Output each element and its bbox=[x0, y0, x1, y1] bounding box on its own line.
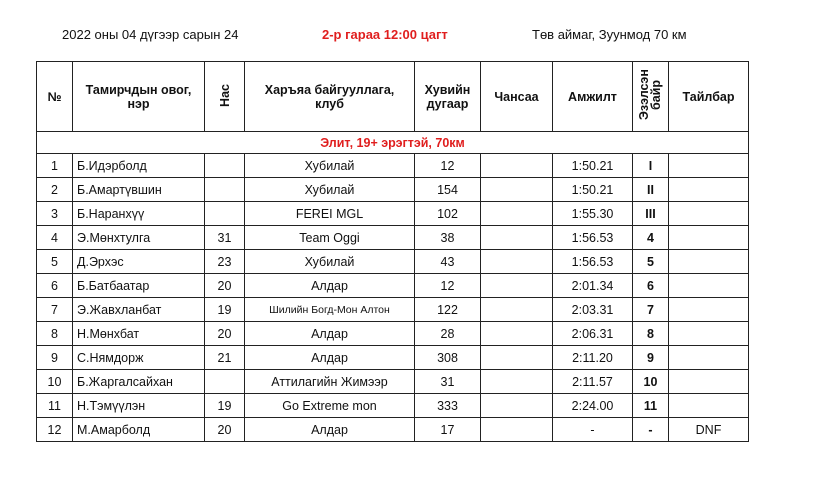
cell-note bbox=[669, 298, 749, 322]
cell-club: Аттилагийн Жимээр bbox=[245, 370, 415, 394]
table-row bbox=[37, 298, 749, 322]
col-note: Тайлбар bbox=[669, 62, 749, 132]
cell-note bbox=[669, 394, 749, 418]
cell-name: Б.Наранхүү bbox=[73, 202, 205, 226]
cell-bib: 333 bbox=[415, 394, 481, 418]
cell-place: 6 bbox=[633, 274, 669, 298]
cell-note bbox=[669, 346, 749, 370]
cell-club: FEREI MGL bbox=[245, 202, 415, 226]
cell-result: 1:55.30 bbox=[553, 202, 633, 226]
cell-result: 2:24.00 bbox=[553, 394, 633, 418]
col-club: Харъяа байгууллага, клуб bbox=[245, 62, 415, 132]
table-row bbox=[37, 226, 749, 250]
cell-age: 20 bbox=[205, 322, 245, 346]
table-row bbox=[37, 322, 749, 346]
cell-place: 4 bbox=[633, 226, 669, 250]
col-no: № bbox=[37, 62, 73, 132]
cell-age bbox=[205, 178, 245, 202]
table-row bbox=[37, 178, 749, 202]
cell-place: 10 bbox=[633, 370, 669, 394]
cell-name: Д.Эрхэс bbox=[73, 250, 205, 274]
col-prize: Чансаа bbox=[481, 62, 553, 132]
cell-result: 2:11.20 bbox=[553, 346, 633, 370]
cell-prize bbox=[481, 346, 553, 370]
cell-prize bbox=[481, 202, 553, 226]
cell-place: 8 bbox=[633, 322, 669, 346]
cell-result: 2:01.34 bbox=[553, 274, 633, 298]
cell-no: 3 bbox=[37, 202, 73, 226]
cell-name: Э.Жавхланбат bbox=[73, 298, 205, 322]
cell-place: - bbox=[633, 418, 669, 442]
cell-bib: 102 bbox=[415, 202, 481, 226]
cell-name: Н.Тэмүүлэн bbox=[73, 394, 205, 418]
cell-place: 9 bbox=[633, 346, 669, 370]
table-row bbox=[37, 202, 749, 226]
cell-no: 5 bbox=[37, 250, 73, 274]
table-row bbox=[37, 154, 749, 178]
cell-result: 2:03.31 bbox=[553, 298, 633, 322]
cell-place: 5 bbox=[633, 250, 669, 274]
cell-club: Хубилай bbox=[245, 250, 415, 274]
cell-name: Б.Жаргалсайхан bbox=[73, 370, 205, 394]
cell-bib: 154 bbox=[415, 178, 481, 202]
col-age bbox=[205, 62, 245, 132]
cell-age: 19 bbox=[205, 394, 245, 418]
cell-bib: 12 bbox=[415, 154, 481, 178]
cell-age: 20 bbox=[205, 274, 245, 298]
cell-prize bbox=[481, 298, 553, 322]
cell-no: 8 bbox=[37, 322, 73, 346]
cell-name: С.Нямдорж bbox=[73, 346, 205, 370]
cell-club: Team Oggi bbox=[245, 226, 415, 250]
cell-bib: 31 bbox=[415, 370, 481, 394]
cell-no: 6 bbox=[37, 274, 73, 298]
cell-result: 1:50.21 bbox=[553, 154, 633, 178]
cell-prize bbox=[481, 226, 553, 250]
cell-age bbox=[205, 370, 245, 394]
cell-prize bbox=[481, 274, 553, 298]
cell-place: II bbox=[633, 178, 669, 202]
header-date: 2022 оны 04 дүгээр сарын 24 bbox=[62, 27, 239, 42]
cell-bib: 43 bbox=[415, 250, 481, 274]
cell-prize bbox=[481, 250, 553, 274]
cell-no: 2 bbox=[37, 178, 73, 202]
cell-name: Б.Амартүвшин bbox=[73, 178, 205, 202]
cell-note bbox=[669, 154, 749, 178]
cell-club: Алдар bbox=[245, 322, 415, 346]
table-row bbox=[37, 346, 749, 370]
cell-club: Хубилай bbox=[245, 154, 415, 178]
col-result: Амжилт bbox=[553, 62, 633, 132]
cell-bib: 17 bbox=[415, 418, 481, 442]
cell-club: Хубилай bbox=[245, 178, 415, 202]
cell-name: М.Амарболд bbox=[73, 418, 205, 442]
cell-prize bbox=[481, 370, 553, 394]
cell-age: 21 bbox=[205, 346, 245, 370]
cell-place: 11 bbox=[633, 394, 669, 418]
cell-result: 2:06.31 bbox=[553, 322, 633, 346]
cell-age bbox=[205, 202, 245, 226]
cell-name: Б.Идэрболд bbox=[73, 154, 205, 178]
cell-no: 10 bbox=[37, 370, 73, 394]
col-bib: Хувийн дугаар bbox=[415, 62, 481, 132]
cell-no: 7 bbox=[37, 298, 73, 322]
cell-age: 31 bbox=[205, 226, 245, 250]
cell-note bbox=[669, 322, 749, 346]
cell-place: III bbox=[633, 202, 669, 226]
cell-prize bbox=[481, 418, 553, 442]
cell-result: 1:56.53 bbox=[553, 250, 633, 274]
cell-note bbox=[669, 202, 749, 226]
cell-place: I bbox=[633, 154, 669, 178]
cell-name: Э.Мөнхтулга bbox=[73, 226, 205, 250]
cell-name: Н.Мөнхбат bbox=[73, 322, 205, 346]
cell-bib: 28 bbox=[415, 322, 481, 346]
cell-no: 12 bbox=[37, 418, 73, 442]
cell-result: 1:50.21 bbox=[553, 178, 633, 202]
cell-bib: 122 bbox=[415, 298, 481, 322]
cell-no: 11 bbox=[37, 394, 73, 418]
cell-no: 9 bbox=[37, 346, 73, 370]
cell-no: 4 bbox=[37, 226, 73, 250]
cell-result: - bbox=[553, 418, 633, 442]
cell-club: Go Extreme mon bbox=[245, 394, 415, 418]
cell-result: 1:56.53 bbox=[553, 226, 633, 250]
cell-prize bbox=[481, 178, 553, 202]
col-age-label: Нас bbox=[217, 83, 232, 107]
cell-name: Б.Батбаатар bbox=[73, 274, 205, 298]
cell-note: DNF bbox=[669, 418, 749, 442]
table-row bbox=[37, 370, 749, 394]
table-row bbox=[37, 250, 749, 274]
results-table bbox=[36, 61, 749, 442]
cell-age: 20 bbox=[205, 418, 245, 442]
cell-no: 1 bbox=[37, 154, 73, 178]
cell-prize bbox=[481, 154, 553, 178]
cell-bib: 12 bbox=[415, 274, 481, 298]
cell-age bbox=[205, 154, 245, 178]
cell-bib: 38 bbox=[415, 226, 481, 250]
cell-prize bbox=[481, 394, 553, 418]
table-row bbox=[37, 274, 749, 298]
cell-age: 19 bbox=[205, 298, 245, 322]
cell-bib: 308 bbox=[415, 346, 481, 370]
cell-place: 7 bbox=[633, 298, 669, 322]
cell-club: Алдар bbox=[245, 346, 415, 370]
cell-prize bbox=[481, 322, 553, 346]
col-place bbox=[633, 62, 669, 132]
cell-note bbox=[669, 226, 749, 250]
cell-note bbox=[669, 178, 749, 202]
cell-club: Шилийн Богд-Мон Алтон bbox=[245, 298, 415, 322]
header-location: Төв аймаг, Зуунмод 70 км bbox=[532, 27, 687, 42]
header-row bbox=[37, 62, 749, 132]
header-stage: 2-р гараа 12:00 цагт bbox=[322, 27, 448, 42]
cell-note bbox=[669, 370, 749, 394]
cell-note bbox=[669, 250, 749, 274]
cell-age: 23 bbox=[205, 250, 245, 274]
cell-club: Алдар bbox=[245, 418, 415, 442]
col-place-label: Эзэлсэн байр bbox=[636, 69, 663, 121]
category-row bbox=[37, 132, 749, 154]
cell-note bbox=[669, 274, 749, 298]
cell-club: Алдар bbox=[245, 274, 415, 298]
cell-result: 2:11.57 bbox=[553, 370, 633, 394]
table-row bbox=[37, 418, 749, 442]
col-name: Тамирчдын овог, нэр bbox=[73, 62, 205, 132]
category-label: Элит, 19+ эрэгтэй, 70км bbox=[37, 132, 749, 154]
table-row bbox=[37, 394, 749, 418]
